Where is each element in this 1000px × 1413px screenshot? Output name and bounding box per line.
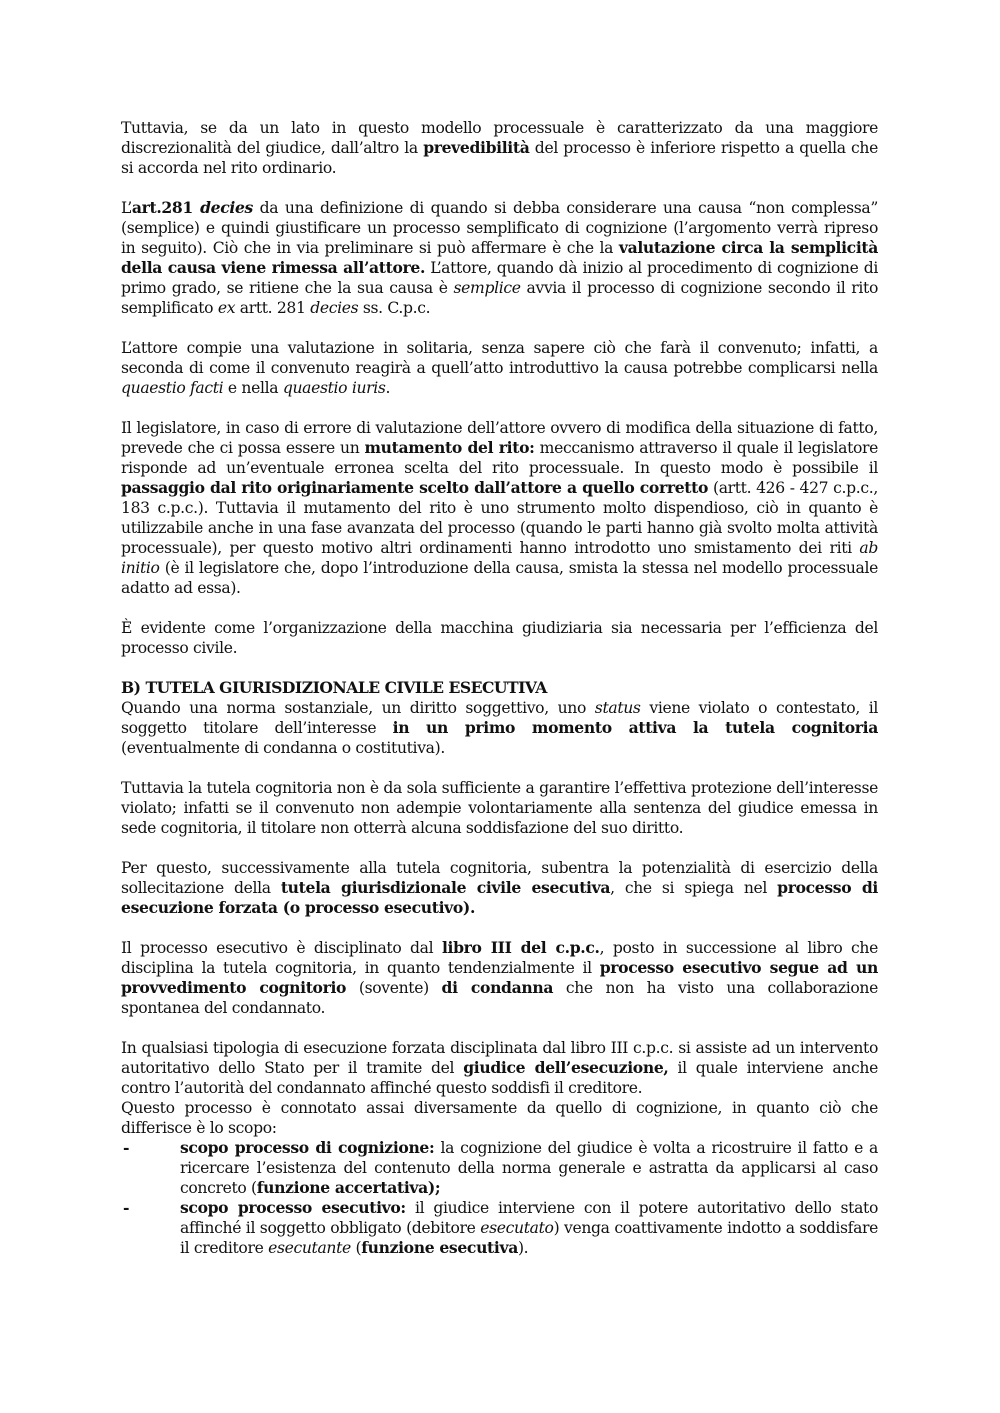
paragraph-scopo: Questo processo è connotato assai diversamente da quello di cognizione, in quanto ciò che differisce è lo scopo: xyxy=(121,1099,878,1137)
list-item-scopo-esecutivo: - scopo processo esecutivo: il giudice interviene con il potere autoritativo dello stato affinché il soggetto obbligato (debitore esecutato) venga coattivamente indotto a soddisfare il creditore esecutante (funzione esecutiva). xyxy=(123,1198,878,1257)
section-heading-tutela-esecutiva: B) TUTELA GIURISDIZIONALE CIVILE ESECUTIVA xyxy=(121,678,547,697)
paragraph-art-281-decies: L’art.281 decies da una definizione di quando si debba considerare una causa “non complessa” (semplice) e quindi giustificare un processo semplificato di cognizione (l’argomento verrà ripreso in seguito). Ciò che in via preliminare si può affermare è che la valutazione circa la semplicità della causa viene rimessa all’attore. L’attore, quando dà inizio al procedimento di cognizione di primo grado, se ritiene che la sua causa è semplice avvia il processo di cognizione secondo il rito semplificato ex artt. 281 decies ss. C.p.c. xyxy=(121,198,879,317)
paragraph-mutamento-rito: Il legislatore, in caso di errore di valutazione dell’attore ovvero di modifica della situazione di fatto, prevede che ci possa essere un mutamento del rito: meccanismo attraverso il quale il legislatore risponde ad un’eventuale erronea scelta del rito processuale. In questo modo è possibile il passaggio dal rito originariamente scelto dall’attore a quello corretto (artt. 426 - 427 c.p.c., 183 c.p.c.). Tuttavia il mutamento del rito è uno strumento molto dispendioso, ciò in quanto è utilizzabile anche in una fase avanzata del processo (quando le parti hanno già svolto molta attività processuale), per questo motivo altri ordinamenti hanno introdotto uno smistamento dei riti ab initio (è il legislatore che, dopo l’introduzione della causa, smista la stessa nel modello processuale adatto ad essa). xyxy=(121,419,879,597)
list-item-scopo-cognizione: - scopo processo di cognizione: la cognizione del giudice è volta a ricostruire il fatto e a ricercare l’esistenza del contenuto della norma generale e astratta da applicarsi al caso concreto (funzione accertativa); xyxy=(123,1138,878,1197)
scopo-list xyxy=(121,1138,878,1258)
paragraph-prevedibilita: Tuttavia, se da un lato in questo modello processuale è caratterizzato da una maggiore discrezionalità del giudice, dall’altro la prevedibilità del processo è inferiore rispetto a quella che si accorda nel rito ordinario. xyxy=(121,119,878,177)
paragraph-tutela-non-sufficiente: Tuttavia la tutela cognitoria non è da sola sufficiente a garantire l’effettiva protezione dell’interesse violato; infatti se il convenuto non adempie volontariamente alla sentenza del giudice emessa in sede cognitoria, il titolare non otterrà alcuna soddisfazione del suo diritto. xyxy=(121,779,878,837)
paragraph-libro-iii: Il processo esecutivo è disciplinato dal libro III del c.p.c., posto in successione al libro che disciplina la tutela cognitoria, in quanto tendenzialmente il processo esecutivo segue ad un provvedimento cognitorio (sovente) di condanna che non ha visto una collaborazione spontanea del condannato. xyxy=(121,938,878,1017)
paragraph-giudice-esecuzione: In qualsiasi tipologia di esecuzione forzata disciplinata dal libro III c.p.c. si assiste ad un intervento autoritativo dello Stato per il tramite del giudice dell’esecuzione, il quale interviene anche contro l’autorità del condannato affinché questo soddisfi il creditore. xyxy=(121,1039,878,1097)
list-dash-marker: - xyxy=(123,1138,130,1157)
document-page xyxy=(121,118,878,1258)
paragraph-esecuzione-forzata: Per questo, successivamente alla tutela cognitoria, subentra la potenzialità di esercizio della sollecitazione della tutela giurisdizionale civile esecutiva, che si spiega nel processo di esecuzione forzata (o processo esecutivo). xyxy=(121,859,878,917)
paragraph-valutazione-attore: L’attore compie una valutazione in solitaria, senza sapere ciò che farà il convenuto; infatti, a seconda di come il convenuto reagirà a quell’atto introduttivo la causa potrebbe complicarsi nella quaestio facti e nella quaestio iuris. xyxy=(121,339,878,397)
paragraph-tutela-cognitoria: Quando una norma sostanziale, un diritto soggettivo, uno status viene violato o contestato, il soggetto titolare dell’interesse in un primo momento attiva la tutela cognitoria (eventualmente di condanna o costitutiva). xyxy=(121,699,878,757)
list-dash-marker: - xyxy=(123,1198,130,1217)
paragraph-macchina-giudiziaria: È evidente come l’organizzazione della macchina giudiziaria sia necessaria per l’efficienza del processo civile. xyxy=(121,619,878,657)
